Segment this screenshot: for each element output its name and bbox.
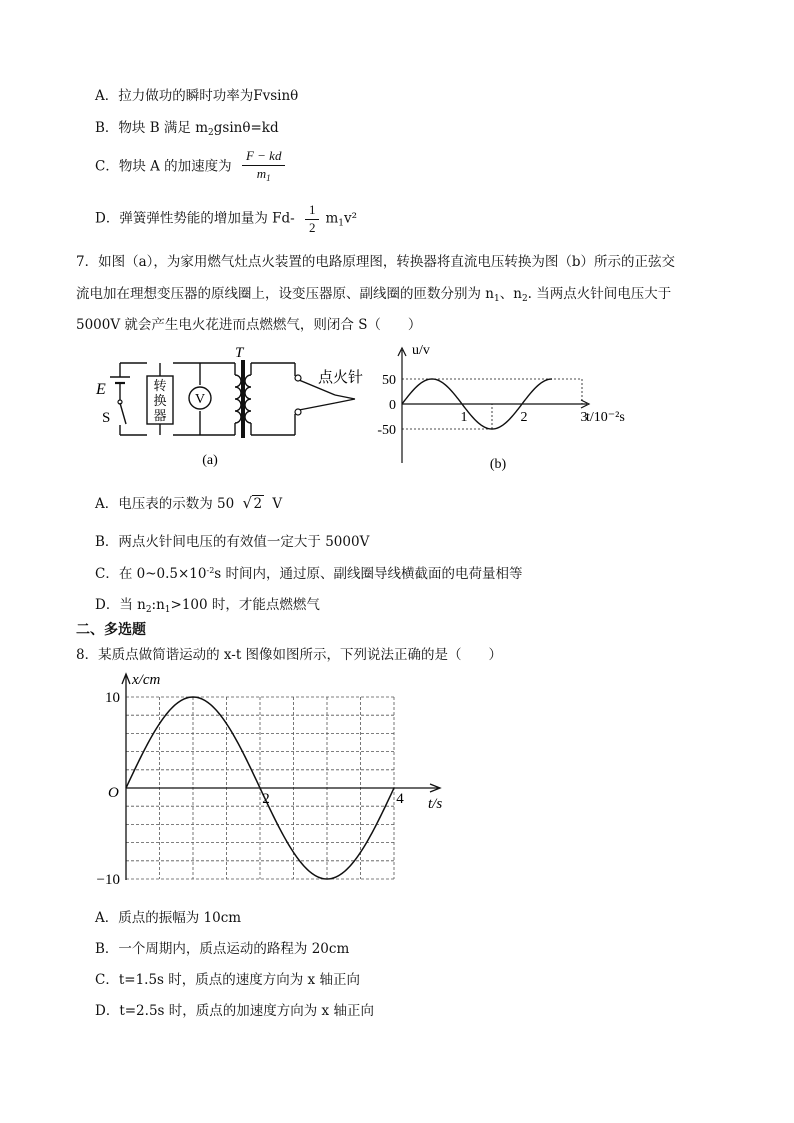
q7-option-c-rest: s 时间内，通过原、副线圈导线横截面的电荷量相等 bbox=[214, 566, 523, 582]
q7-option-c-sup: -2 bbox=[206, 566, 215, 575]
q6-option-d-fraction bbox=[305, 202, 320, 236]
y-tick-label: -50 bbox=[377, 423, 396, 438]
q6-option-c-prefix: C．物块 A 的加速度为 bbox=[95, 158, 232, 175]
y-tick-label: 0 bbox=[389, 398, 396, 413]
q7-stem-line1: 7．如图（a），为家用燃气灶点火装置的电路原理图，转换器将直流电压转换为图（b）所示的正弦交 bbox=[76, 254, 676, 270]
origin-label: O bbox=[108, 785, 119, 801]
voltmeter-label: V bbox=[194, 392, 206, 407]
q6-option-a-expr: Fvsinθ bbox=[253, 88, 299, 104]
section-heading: 二、多选题 bbox=[76, 622, 146, 638]
q7-stem-line3: 5000V 就会产生电火花进而点燃燃气，则闭合 S（ ） bbox=[76, 317, 422, 333]
q7-option-a-unit: V bbox=[272, 496, 283, 512]
converter-char-1: 转 bbox=[153, 379, 167, 394]
x-tick-label: 1 bbox=[460, 410, 468, 425]
displacement-time-chart bbox=[88, 668, 458, 890]
q7-option-a bbox=[95, 492, 282, 512]
x-tick-label: 3 bbox=[580, 410, 588, 425]
q7-option-d-prefix: D．当 n bbox=[95, 597, 146, 613]
q7-stem-text-b: 、n bbox=[499, 286, 522, 302]
q7-stem-sub1: 1 bbox=[494, 294, 500, 304]
y-axis-label: u/v bbox=[412, 343, 430, 358]
q7-option-d bbox=[95, 593, 320, 615]
figure-b-caption: (b) bbox=[489, 457, 507, 472]
q6-option-b bbox=[95, 116, 279, 138]
q7-stem-text-a: 流电加在理想变压器的原线圈上，设变压器原、副线圈的匝数分别为 n bbox=[76, 286, 494, 302]
denominator-m: m bbox=[256, 166, 267, 181]
converter-char-3: 器 bbox=[153, 409, 167, 424]
q6-option-d bbox=[95, 202, 357, 236]
figure-a-caption: (a) bbox=[202, 453, 218, 468]
q6-option-d-m: m bbox=[325, 210, 339, 227]
terminal-top bbox=[295, 375, 301, 381]
q6-option-a bbox=[95, 84, 298, 104]
q7-option-a-prefix: A．电压表的示数为 50 bbox=[95, 496, 235, 512]
q6-option-a-prefix: A．拉力做功的瞬时功率为 bbox=[95, 88, 254, 104]
circuit-diagram bbox=[90, 340, 380, 475]
q7-stem-line2 bbox=[76, 282, 671, 304]
q6-option-d-sub: 1 bbox=[338, 218, 345, 229]
q6-option-d-v: v² bbox=[344, 210, 358, 227]
q7-option-c-prefix: C．在 0~0.5×10 bbox=[95, 566, 207, 582]
igniter-label: 点火针 bbox=[318, 368, 364, 386]
q8-option-c: C．t=1.5s 时，质点的速度方向为 x 轴正向 bbox=[95, 972, 360, 988]
x-tick-label: 2 bbox=[520, 410, 528, 425]
q7-stem-text-c: . 当两点火针间电压大于 bbox=[527, 286, 672, 302]
radical-sign-icon: √ bbox=[242, 494, 253, 512]
denominator-sub: 1 bbox=[266, 173, 271, 183]
switch-blade bbox=[120, 403, 126, 424]
q6-option-b-prefix: B．物块 B 满足 m bbox=[95, 120, 209, 136]
q8-option-a: A．质点的振幅为 10cm bbox=[95, 910, 242, 926]
label-T: T bbox=[235, 345, 244, 361]
q8-stem: 8．某质点做简谐运动的 x-t 图像如图所示，下列说法正确的是（ ） bbox=[76, 647, 503, 663]
y-tick-label: −10 bbox=[96, 872, 120, 888]
transformer-core bbox=[241, 360, 245, 438]
q7-option-c bbox=[95, 562, 523, 582]
q7-option-d-sub1: 1 bbox=[164, 605, 171, 615]
converter-char-2: 换 bbox=[153, 394, 167, 409]
label-S: S bbox=[102, 410, 111, 426]
x-axis-label: t/s bbox=[428, 796, 443, 812]
q6-option-b-sub: 2 bbox=[208, 128, 214, 138]
x-tick-label: 2 bbox=[262, 791, 270, 807]
q7-stem-sub2: 2 bbox=[521, 294, 528, 304]
fraction-denominator bbox=[242, 166, 285, 186]
x-axis-label: t/10⁻²s bbox=[586, 410, 625, 425]
terminal-bottom bbox=[295, 409, 301, 415]
secondary-coil bbox=[245, 375, 251, 423]
y-tick-label: 10 bbox=[105, 690, 120, 706]
x-tick-label: 4 bbox=[396, 791, 404, 807]
sqrt-symbol bbox=[243, 496, 265, 512]
fraction-denominator: 2 bbox=[308, 220, 316, 235]
q6-option-c-fraction bbox=[242, 148, 285, 186]
q7-option-d-sub2: 2 bbox=[145, 605, 152, 615]
primary-coil bbox=[235, 375, 241, 423]
q7-option-b: B．两点火针间电压的有效值一定大于 5000V bbox=[95, 534, 370, 550]
radicand: 2 bbox=[253, 496, 263, 512]
q8-option-b: B．一个周期内，质点运动的路程为 20cm bbox=[95, 941, 350, 957]
q7-option-d-mid: :n bbox=[151, 597, 165, 613]
y-tick-label: 50 bbox=[382, 373, 396, 388]
q6-option-b-rest: gsinθ=kd bbox=[213, 120, 279, 136]
label-E: E bbox=[96, 381, 106, 398]
q7-option-d-rest: >100 时，才能点燃燃气 bbox=[170, 597, 320, 613]
voltage-time-chart bbox=[372, 338, 632, 478]
y-axis-label: x/cm bbox=[132, 672, 161, 688]
q6-option-d-prefix: D．弹簧弹性势能的增加量为 Fd- bbox=[95, 210, 295, 227]
q6-option-c bbox=[95, 148, 291, 186]
fraction-numerator: 1 bbox=[305, 202, 320, 220]
fraction-numerator: F − kd bbox=[242, 148, 285, 166]
q8-option-d: D．t=2.5s 时，质点的加速度方向为 x 轴正向 bbox=[95, 1003, 374, 1019]
